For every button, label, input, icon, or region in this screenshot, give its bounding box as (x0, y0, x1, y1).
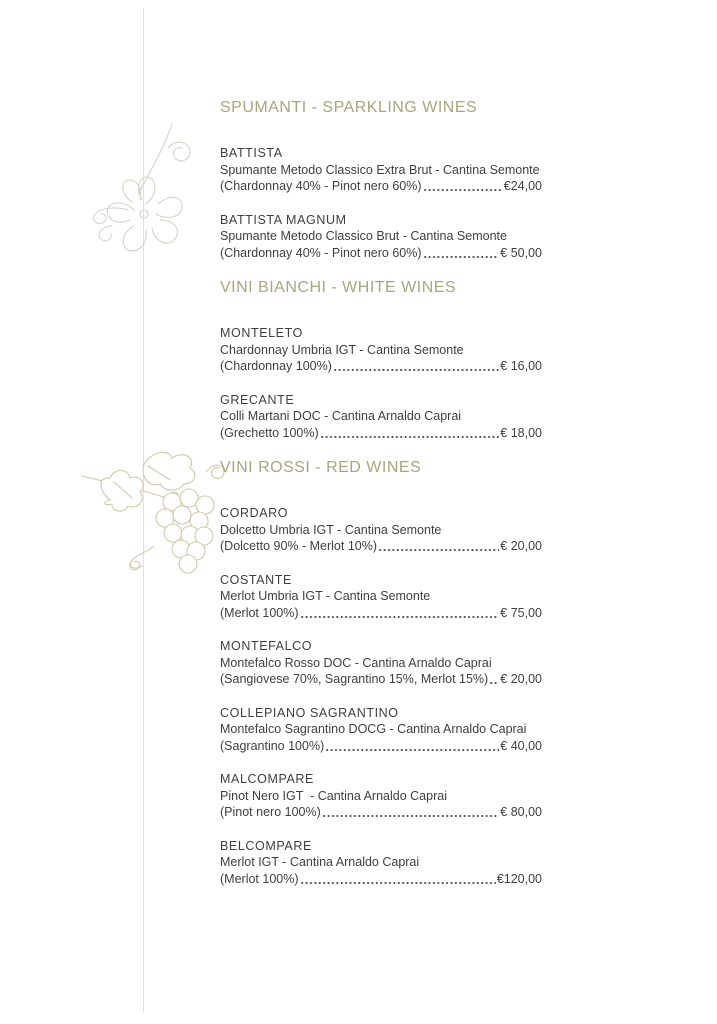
wine-description: Spumante Metodo Classico Brut - Cantina Semonte (220, 229, 507, 243)
wine-description: Merlot IGT - Cantina Arnaldo Caprai (220, 855, 420, 869)
dot-leader (333, 362, 499, 375)
wine-name: MALCOMPARE (220, 772, 314, 786)
grape-bunch-illustration (74, 434, 229, 579)
wine-name: COSTANTE (220, 572, 292, 587)
wine-price-row (220, 358, 542, 375)
section-sparkling-wines (220, 98, 542, 261)
wine-price-row (220, 738, 542, 755)
wine-price: € 18,00 (500, 425, 542, 440)
wine-description: Spumante Metodo Classico Extra Brut - Cantina Semonte (220, 162, 540, 177)
wine-price-row (220, 671, 542, 688)
wine-name: BATTISTA (220, 146, 283, 160)
section-title: VINI ROSSI - RED WINES (220, 459, 422, 476)
wine-price: € 75,00 (500, 605, 542, 620)
section-white-wines (220, 278, 542, 441)
wine-item (220, 705, 542, 755)
dot-leader (423, 248, 500, 261)
wine-description: Pinot Nero IGT - Cantina Arnaldo Caprai (220, 788, 447, 803)
wine-price: € 50,00 (500, 245, 542, 260)
vine-leaf-illustration (82, 120, 210, 258)
wine-price: € 20,00 (500, 672, 542, 686)
wine-composition: (Pinot nero 100%) (220, 805, 321, 819)
wine-composition: (Merlot 100%) (220, 605, 299, 620)
wine-description: Montefalco Rosso DOC - Cantina Arnaldo Caprai (220, 655, 492, 670)
section-red-wines (220, 458, 542, 887)
wine-description: Merlot Umbria IGT - Cantina Semonte (220, 589, 431, 603)
wine-description: Chardonnay Umbria IGT - Cantina Semonte (220, 342, 464, 357)
wine-composition: (Sangiovese 70%, Sagrantino 15%, Merlot 15%) (220, 672, 489, 686)
dot-leader (320, 428, 500, 441)
wine-description: Dolcetto Umbria IGT - Cantina Semonte (220, 522, 442, 537)
wine-price: € 40,00 (500, 738, 542, 753)
wine-composition: (Chardonnay 40% - Pinot nero 60%) (220, 245, 422, 260)
section-title: SPUMANTI - SPARKLING WINES (220, 99, 478, 116)
wine-composition: (Chardonnay 100%) (220, 359, 332, 373)
wine-name: MONTELETO (220, 326, 303, 340)
wine-item (220, 392, 542, 442)
wine-price: € 80,00 (500, 805, 542, 819)
wine-price-row (220, 538, 542, 555)
wine-item (220, 638, 542, 688)
wine-price: €24,00 (503, 179, 542, 193)
dot-leader (300, 608, 500, 621)
wine-name: COLLEPIANO SAGRANTINO (220, 705, 399, 720)
wine-item (220, 838, 542, 888)
wine-item (220, 572, 542, 622)
wine-composition: (Sagrantino 100%) (220, 738, 325, 753)
wine-description: Colli Martani DOC - Cantina Arnaldo Caprai (220, 409, 462, 423)
wine-price-row (220, 245, 542, 262)
wine-item (220, 325, 542, 375)
wine-price-row (220, 425, 542, 442)
wine-name: MONTEFALCO (220, 639, 313, 653)
wine-price: € 20,00 (500, 539, 542, 553)
wine-item (220, 212, 542, 262)
dot-leader (325, 741, 499, 754)
wine-composition: (Chardonnay 40% - Pinot nero 60%) (220, 179, 422, 193)
wine-price: €120,00 (496, 871, 542, 886)
wine-item (220, 145, 542, 195)
wine-composition: (Grechetto 100%) (220, 425, 319, 440)
wine-item (220, 505, 542, 555)
dot-leader (322, 808, 500, 821)
wine-name: BATTISTA MAGNUM (220, 212, 347, 227)
dot-leader (489, 675, 499, 688)
wine-price-row (220, 804, 542, 821)
wine-composition: (Merlot 100%) (220, 871, 299, 886)
section-title: VINI BIANCHI - WHITE WINES (220, 279, 457, 296)
wine-price-row (220, 178, 542, 195)
dot-leader (423, 182, 503, 195)
wine-price-row (220, 871, 542, 888)
wine-name: CORDARO (220, 506, 289, 520)
wine-price: € 16,00 (500, 359, 542, 373)
wine-name: BELCOMPARE (220, 838, 312, 853)
wine-composition: (Dolcetto 90% - Merlot 10%) (220, 539, 378, 553)
wine-item (220, 771, 542, 821)
wine-name: GRECANTE (220, 392, 295, 407)
wine-price-row (220, 605, 542, 622)
menu (220, 98, 542, 904)
vertical-divider-line (143, 8, 144, 1012)
dot-leader (300, 874, 496, 887)
wine-description: Montefalco Sagrantino DOCG - Cantina Arnaldo Caprai (220, 722, 527, 736)
dot-leader (378, 542, 499, 555)
